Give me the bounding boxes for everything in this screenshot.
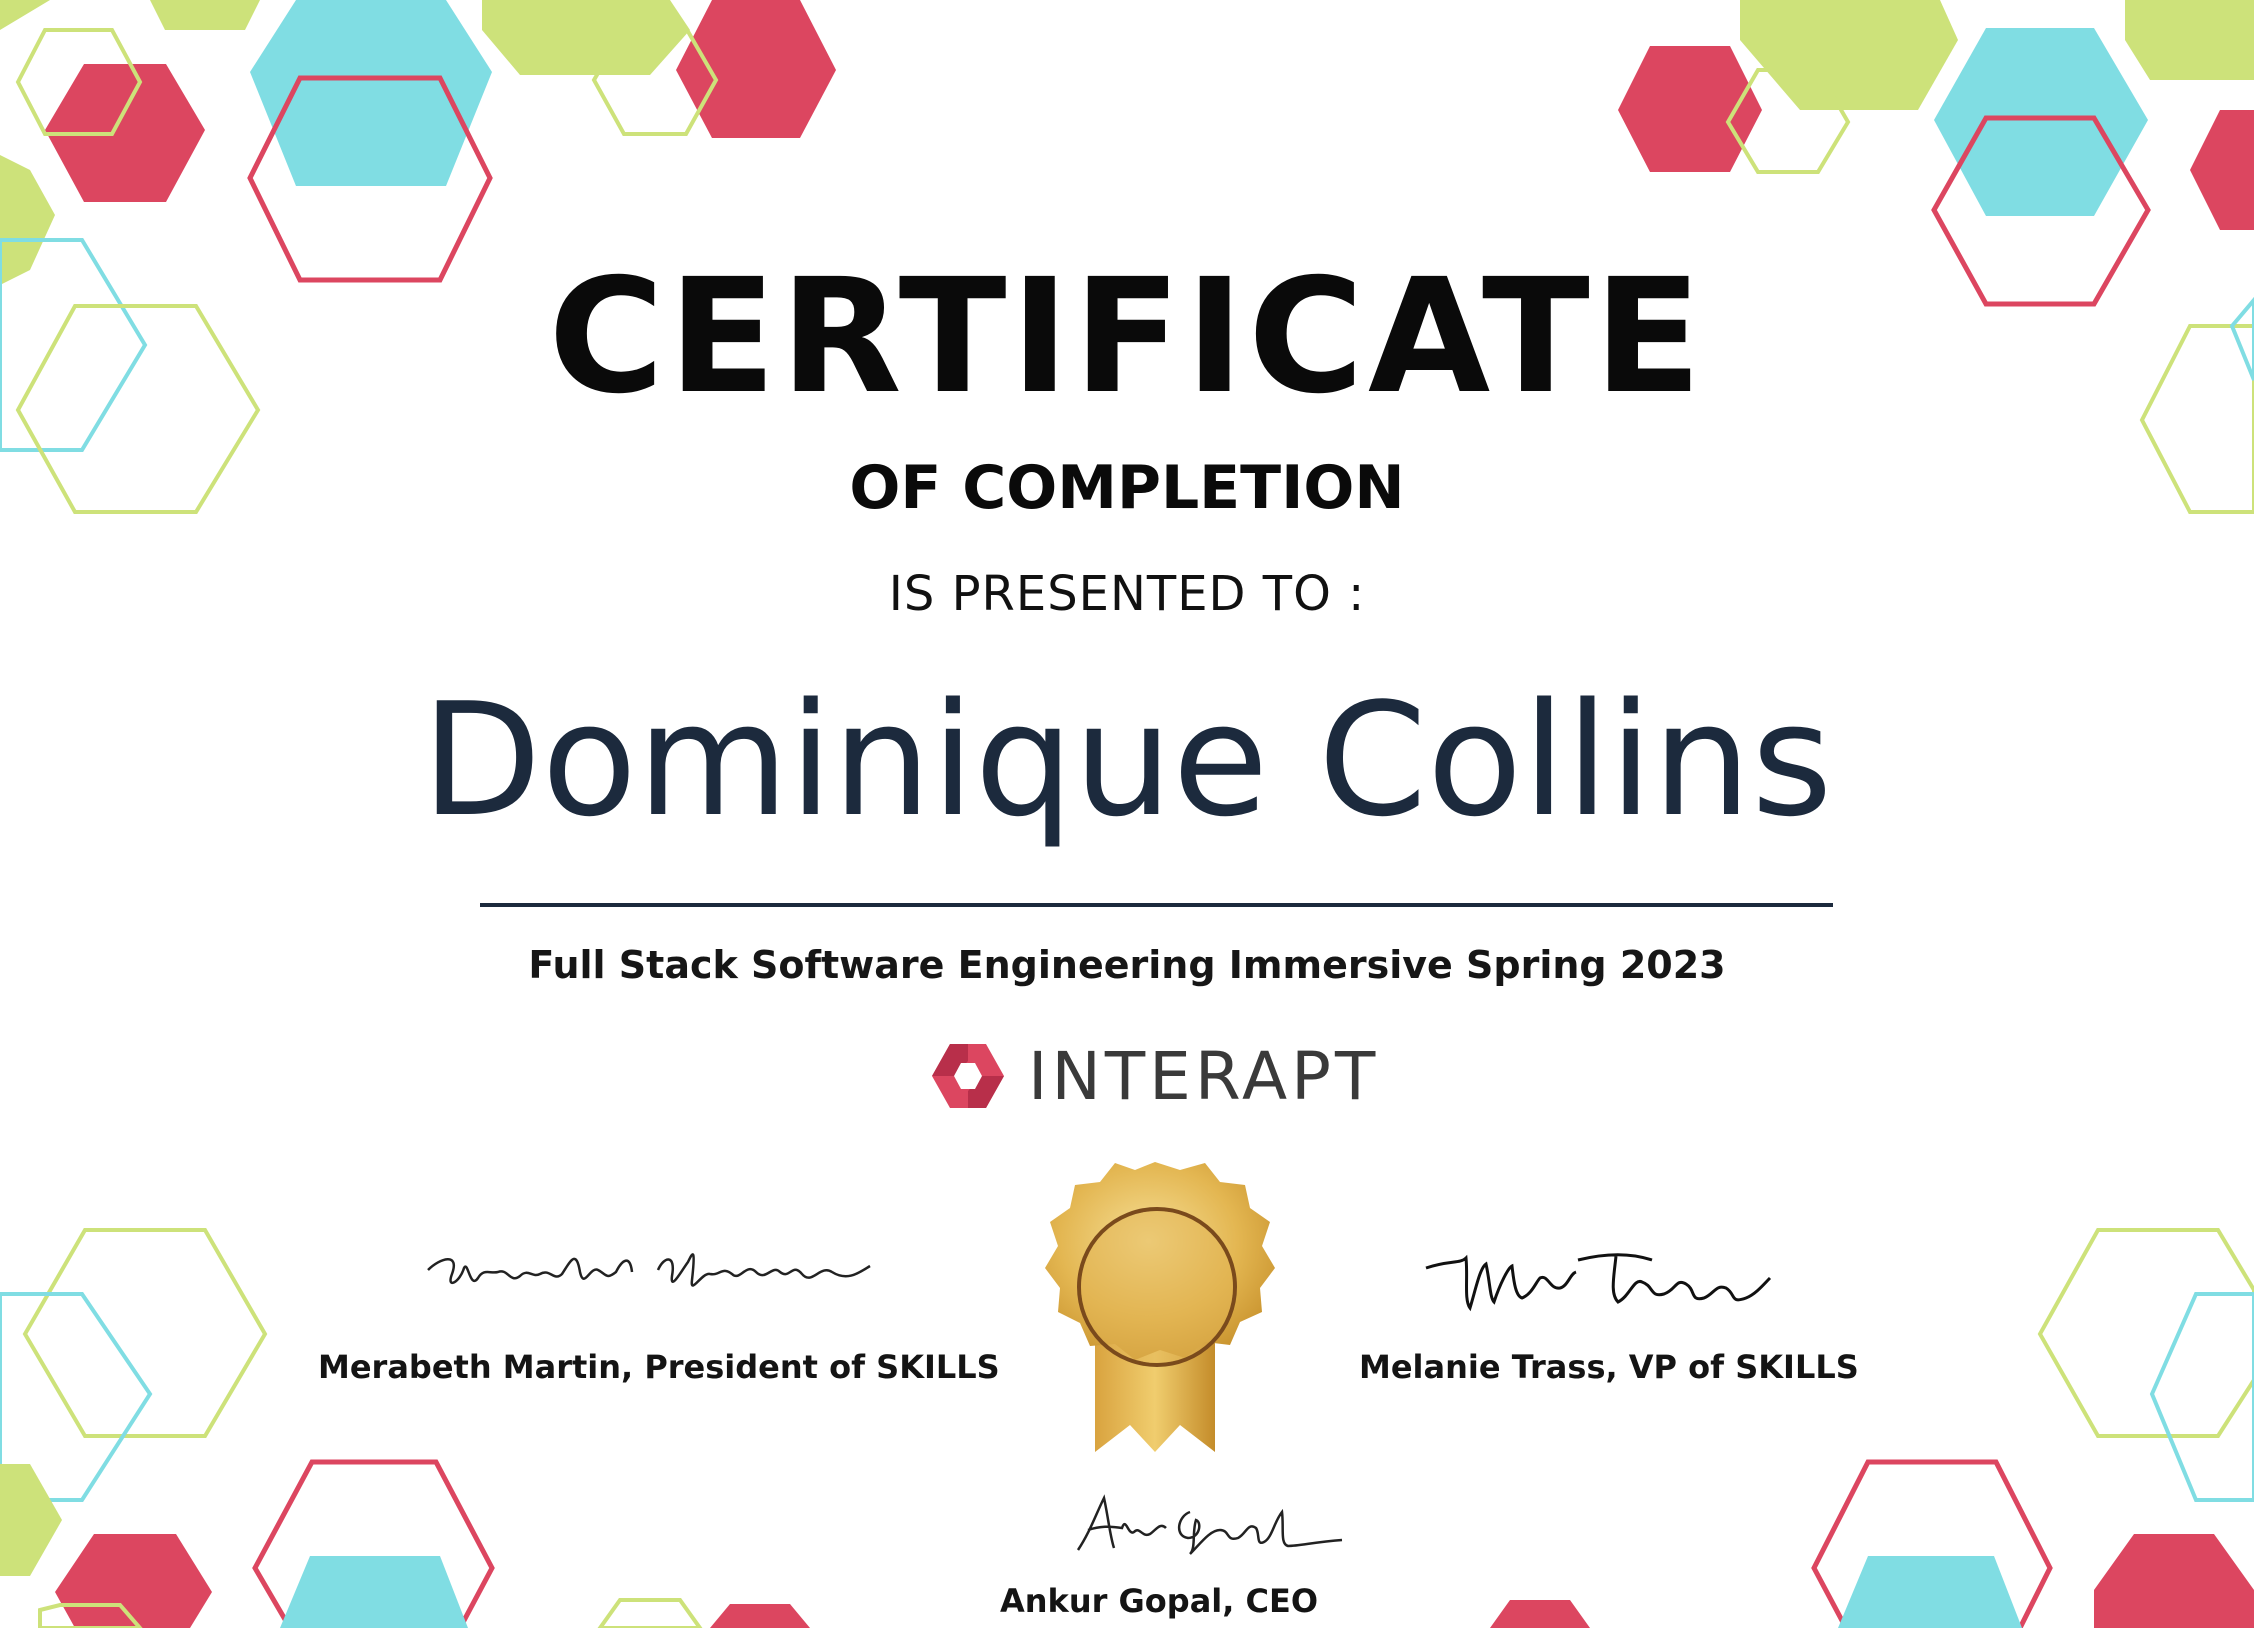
signature-ankur-gopal (1070, 1492, 1350, 1562)
recipient-name: Dominique Collins (421, 669, 1833, 851)
certificate-title: CERTIFICATE (548, 245, 1706, 429)
presented-to-label: IS PRESENTED TO : (888, 566, 1366, 622)
program-name: Full Stack Software Engineering Immersive Spring 2023 (528, 943, 1726, 987)
signature-melanie-trass (1420, 1238, 1780, 1328)
hexagon-logo-icon (930, 1041, 1006, 1111)
signatory-label-president: Merabeth Martin, President of SKILLS (318, 1348, 1000, 1386)
certificate-subtitle: OF COMPLETION (849, 453, 1405, 523)
signatory-label-vp: Melanie Trass, VP of SKILLS (1359, 1348, 1859, 1386)
gold-seal-ribbon-icon (1045, 1162, 1275, 1452)
name-underline (480, 903, 1833, 907)
brand-logo (930, 1037, 1380, 1115)
signature-merabeth-martin (420, 1232, 880, 1322)
brand-name: INTERAPT (1028, 1037, 1380, 1115)
top-right-hexagons (1618, 0, 2254, 512)
signatory-label-ceo: Ankur Gopal, CEO (1000, 1582, 1319, 1620)
